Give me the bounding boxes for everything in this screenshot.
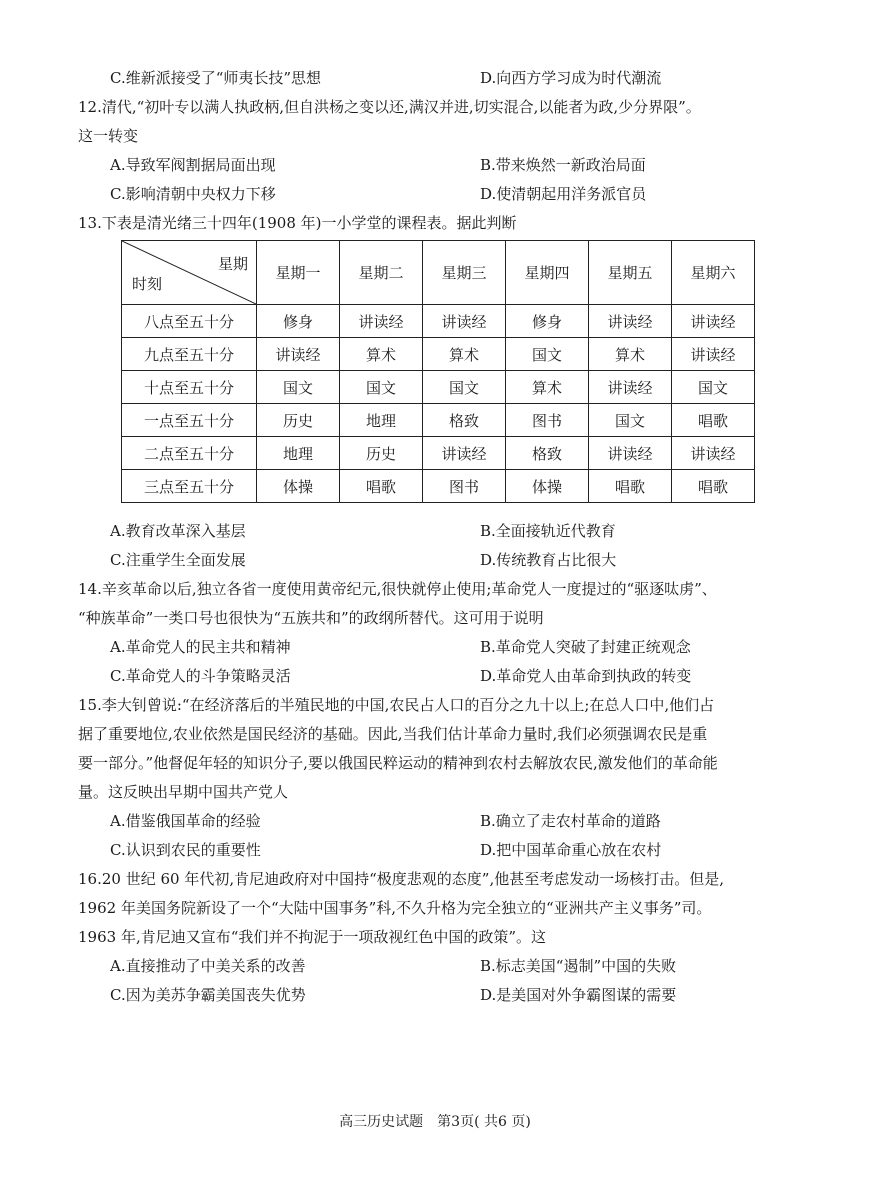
subject-cell: 唱歌 bbox=[340, 470, 423, 503]
q15-stem-line1: 15.李大钊曾说:“在经济落后的半殖民地的中国,农民占人口的百分之九十以上;在总人口中,他们占 bbox=[78, 696, 715, 714]
table-row bbox=[122, 437, 755, 470]
day-header: 星期四 bbox=[506, 241, 589, 305]
subject-cell: 历史 bbox=[340, 437, 423, 470]
subject-cell: 唱歌 bbox=[672, 404, 755, 437]
q14-stem-line2: “种族革命”一类口号也很快为“五族共和”的政纲所替代。这可用于说明 bbox=[78, 609, 544, 627]
table-row bbox=[122, 371, 755, 404]
q13-option-b: B.全面接轨近代教育 bbox=[480, 522, 616, 540]
table-row bbox=[122, 338, 755, 371]
subject-cell: 唱歌 bbox=[672, 470, 755, 503]
q16-option-a: A.直接推动了中美关系的改善 bbox=[110, 957, 306, 975]
corner-label-day: 星期 bbox=[217, 255, 248, 273]
subject-cell: 讲读经 bbox=[589, 437, 672, 470]
q16-stem-line2: 1962 年美国务院新设了一个“大陆中国事务”科,不久升格为完全独立的“亚洲共产主义事务”司。 bbox=[78, 899, 712, 917]
q12-option-c: C.影响清朝中央权力下移 bbox=[110, 185, 276, 203]
q11-option-c: C.维新派接受了“师夷长技”思想 bbox=[110, 69, 322, 87]
subject-cell: 算术 bbox=[340, 338, 423, 371]
subject-cell: 格致 bbox=[423, 404, 506, 437]
time-cell: 九点至五十分 bbox=[122, 338, 257, 371]
q13-option-d: D.传统教育占比很大 bbox=[480, 551, 617, 569]
q12-stem-line2: 这一转变 bbox=[78, 127, 139, 145]
table-row bbox=[122, 404, 755, 437]
subject-cell: 地理 bbox=[257, 437, 340, 470]
q16-option-d: D.是美国对外争霸图谋的需要 bbox=[480, 986, 677, 1004]
time-cell: 二点至五十分 bbox=[122, 437, 257, 470]
subject-cell: 算术 bbox=[423, 338, 506, 371]
q14-option-a: A.革命党人的民主共和精神 bbox=[110, 638, 291, 656]
subject-cell: 地理 bbox=[340, 404, 423, 437]
subject-cell: 讲读经 bbox=[423, 305, 506, 338]
q12-option-d: D.使清朝起用洋务派官员 bbox=[480, 185, 647, 203]
q15-stem-line3: 要一部分。”他督促年轻的知识分子,要以俄国民粹运动的精神到农村去解放农民,激发他们的革命能 bbox=[78, 754, 718, 772]
subject-cell: 体操 bbox=[257, 470, 340, 503]
subject-cell: 讲读经 bbox=[672, 338, 755, 371]
subject-cell: 国文 bbox=[257, 371, 340, 404]
q14-stem-line1: 14.辛亥革命以后,独立各省一度使用黄帝纪元,很快就停止使用;革命党人一度提过的“驱逐呔虏”、 bbox=[78, 580, 717, 598]
subject-cell: 讲读经 bbox=[423, 437, 506, 470]
subject-cell: 讲读经 bbox=[257, 338, 340, 371]
subject-cell: 国文 bbox=[340, 371, 423, 404]
subject-cell: 修身 bbox=[257, 305, 340, 338]
q12-stem-line1: 12.清代,“初叶专以满人执政柄,但自洪杨之变以还,满汉并进,切实混合,以能者为政,少分界限”。 bbox=[78, 98, 701, 116]
q13-stem: 13.下表是清光绪三十四年(1908 年)一小学堂的课程表。据此判断 bbox=[78, 214, 517, 232]
table-row bbox=[122, 470, 755, 503]
page-footer: 高三历史试题 第3页( 共6 页) bbox=[339, 1114, 531, 1130]
day-header: 星期三 bbox=[423, 241, 506, 305]
q16-option-c: C.因为美苏争霸美国丧失优势 bbox=[110, 986, 306, 1004]
day-header: 星期一 bbox=[257, 241, 340, 305]
table-header-row bbox=[122, 241, 755, 305]
q12-option-b: B.带来焕然一新政治局面 bbox=[480, 156, 646, 174]
subject-cell: 国文 bbox=[423, 371, 506, 404]
q15-option-c: C.认识到农民的重要性 bbox=[110, 841, 261, 859]
q15-option-d: D.把中国革命重心放在农村 bbox=[480, 841, 662, 859]
subject-cell: 国文 bbox=[589, 404, 672, 437]
subject-cell: 国文 bbox=[672, 371, 755, 404]
q15-option-b: B.确立了走农村革命的道路 bbox=[480, 812, 661, 830]
time-cell: 十点至五十分 bbox=[122, 371, 257, 404]
q15-stem-line4: 量。这反映出早期中国共产党人 bbox=[78, 783, 289, 801]
q13-option-a: A.教育改革深入基层 bbox=[110, 522, 246, 540]
time-cell: 一点至五十分 bbox=[122, 404, 257, 437]
q16-option-b: B.标志美国“遏制”中国的失败 bbox=[480, 957, 677, 975]
table-row bbox=[122, 305, 755, 338]
subject-cell: 讲读经 bbox=[672, 437, 755, 470]
q14-option-d: D.革命党人由革命到执政的转变 bbox=[480, 667, 692, 685]
q11-option-d: D.向西方学习成为时代潮流 bbox=[480, 69, 662, 87]
q12-option-a: A.导致军阀割据局面出现 bbox=[110, 156, 276, 174]
subject-cell: 图书 bbox=[423, 470, 506, 503]
subject-cell: 讲读经 bbox=[340, 305, 423, 338]
q13-option-c: C.注重学生全面发展 bbox=[110, 551, 246, 569]
day-header: 星期五 bbox=[589, 241, 672, 305]
time-cell: 八点至五十分 bbox=[122, 305, 257, 338]
q15-option-a: A.借鉴俄国革命的经验 bbox=[110, 812, 261, 830]
day-header: 星期六 bbox=[672, 241, 755, 305]
q15-stem-line2: 据了重要地位,农业依然是国民经济的基础。因此,当我们估计革命力量时,我们必须强调农民是重 bbox=[78, 725, 708, 743]
subject-cell: 历史 bbox=[257, 404, 340, 437]
subject-cell: 唱歌 bbox=[589, 470, 672, 503]
subject-cell: 国文 bbox=[506, 338, 589, 371]
q16-stem-line3: 1963 年,肯尼迪又宣布“我们并不拘泥于一项敌视红色中国的政策”。这 bbox=[78, 928, 547, 946]
subject-cell: 图书 bbox=[506, 404, 589, 437]
corner-label-time: 时刻 bbox=[132, 275, 163, 293]
subject-cell: 讲读经 bbox=[672, 305, 755, 338]
q14-option-c: C.革命党人的斗争策略灵活 bbox=[110, 667, 291, 685]
subject-cell: 算术 bbox=[589, 338, 672, 371]
day-header: 星期二 bbox=[340, 241, 423, 305]
q14-option-b: B.革命党人突破了封建正统观念 bbox=[480, 638, 691, 656]
subject-cell: 讲读经 bbox=[589, 371, 672, 404]
subject-cell: 修身 bbox=[506, 305, 589, 338]
q16-stem-line1: 16.20 世纪 60 年代初,肯尼迪政府对中国持“极度悲观的态度”,他甚至考虑发动一场核打击。但是, bbox=[78, 870, 724, 888]
time-cell: 三点至五十分 bbox=[122, 470, 257, 503]
subject-cell: 讲读经 bbox=[589, 305, 672, 338]
subject-cell: 格致 bbox=[506, 437, 589, 470]
schedule-table bbox=[121, 240, 755, 503]
subject-cell: 算术 bbox=[506, 371, 589, 404]
table-corner-cell bbox=[122, 241, 257, 305]
subject-cell: 体操 bbox=[506, 470, 589, 503]
